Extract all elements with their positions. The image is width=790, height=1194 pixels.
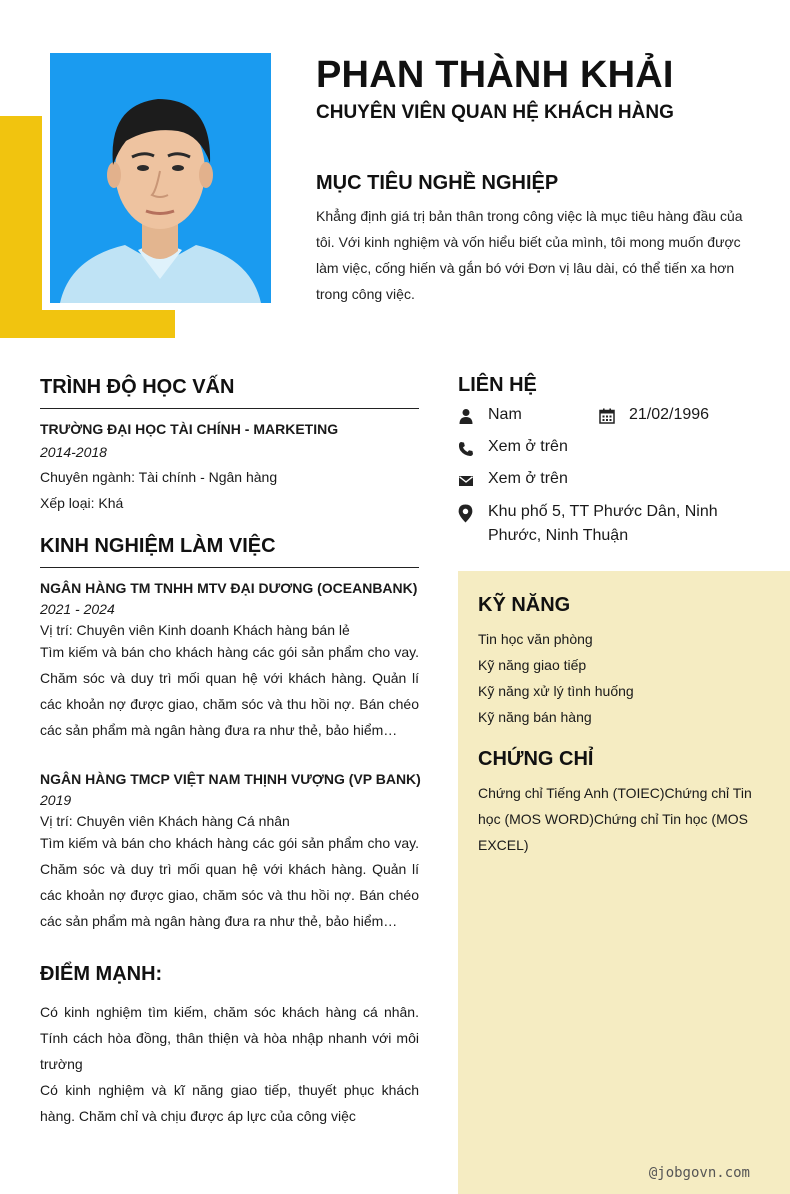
education-major: Chuyên ngành: Tài chính - Ngân hàng [40,469,278,485]
objective-text: Khẳng định giá trị bản thân trong công việc là mục tiêu hàng đầu của tôi. Với kinh nghiệm và vốn hiểu biết của mình, tôi mong muốn được làm việc, cống hiến và gắn bó với Đơn vị lâu dài, có thể tiến xa hơn trong công việc. [316,208,743,302]
phone-icon [458,441,474,457]
contact-birthday: 21/02/1996 [629,406,710,423]
person-icon [458,408,474,424]
experience-heading: KINH NGHIỆM LÀM VIỆC [40,535,276,557]
strengths-text [40,999,419,1129]
education-heading: TRÌNH ĐỘ HỌC VẤN [40,376,235,398]
watermark: @jobgovn.com [648,1165,750,1181]
skills-list [478,626,634,730]
job-position: Vị trí: Chuyên viên Khách hàng Cá nhân [40,813,290,829]
accent-bar-vertical [0,116,42,338]
strengths-heading: ĐIỂM MẠNH: [40,963,163,985]
job-company: NGÂN HÀNG TMCP VIỆT NAM THỊNH VƯỢNG (VP BANK) [40,771,421,787]
job-description: Tìm kiếm và bán cho khách hàng các gói sản phẩm cho vay. Chăm sóc và duy trì mối quan hệ với khách hàng. Quản lí các khoản nợ được giao, chăm sóc và thu hồi nợ. Bán chéo các sản phẩm mà ngân hàng đưa ra như thẻ, bảo hiểm… [40,644,419,738]
job-description: Tìm kiếm và bán cho khách hàng các gói sản phẩm cho vay. Chăm sóc và duy trì mối quan hệ với khách hàng. Quản lí các khoản nợ được giao, chăm sóc và thu hồi nợ. Bán chéo các sản phẩm mà ngân hàng đưa ra như thẻ, bảo hiểm… [40,835,419,929]
contact-phone: Xem ở trên [488,438,568,455]
certificates-text: Chứng chỉ Tiếng Anh (TOIEC)Chứng chỉ Tin học (MOS WORD)Chứng chỉ Tin học (MOS EXCEL) [478,785,752,853]
skill-item: Tin học văn phòng [478,631,593,647]
objective-heading: MỤC TIÊU NGHỀ NGHIỆP [316,172,559,194]
education-divider [40,408,419,409]
experience-item [40,771,419,934]
strength-line: Có kinh nghiệm và kĩ năng giao tiếp, thuyết phục khách hàng. Chăm chỉ và chịu được áp lực của công việc [40,1082,419,1124]
job-position: Vị trí: Chuyên viên Kinh doanh Khách hàng bán lẻ [40,622,350,638]
contact-heading: LIÊN HỆ [458,374,537,396]
job-years: 2019 [40,792,72,808]
job-company: NGÂN HÀNG TM TNHH MTV ĐẠI DƯƠNG (OCEANBANK) [40,580,418,596]
experience-item [40,580,419,743]
candidate-name: PHAN THÀNH KHẢI [316,54,674,96]
education-school: TRƯỜNG ĐẠI HỌC TÀI CHÍNH - MARKETING [40,421,339,437]
skills-heading: KỸ NĂNG [478,594,571,616]
skill-item: Kỹ năng xử lý tình huống [478,683,634,699]
location-pin-icon [457,504,474,523]
experience-divider [40,567,419,568]
accent-bar-horizontal [0,310,175,338]
calendar-icon [599,408,615,424]
strength-line: Có kinh nghiệm tìm kiếm, chăm sóc khách hàng cá nhân. Tính cách hòa đồng, thân thiện và hòa nhập nhanh với môi trường [40,1004,419,1072]
education-years: 2014-2018 [40,444,107,460]
job-years: 2021 - 2024 [40,601,115,617]
mail-icon [458,473,474,489]
skill-item: Kỹ năng giao tiếp [478,657,587,673]
contact-gender: Nam [488,406,522,423]
candidate-title: CHUYÊN VIÊN QUAN HỆ KHÁCH HÀNG [316,102,674,123]
skill-item: Kỹ năng bán hàng [478,709,592,725]
education-rank: Xếp loại: Khá [40,495,124,511]
contact-address: Khu phố 5, TT Phước Dân, Ninh Phước, Ninh Thuận [488,503,718,544]
contact-email: Xem ở trên [488,470,568,487]
profile-photo [50,53,271,303]
certificates-heading: CHỨNG CHỈ [478,748,594,770]
